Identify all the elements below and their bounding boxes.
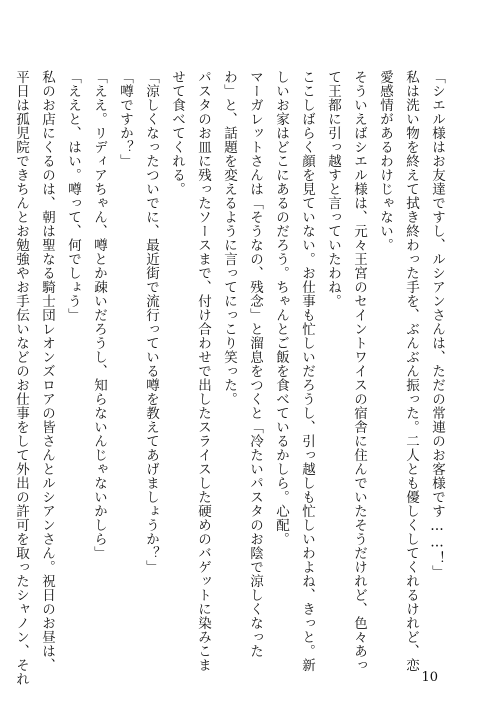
text-line: しいお家はどこにあるのだろう。ちゃんとご飯を食べているかしら。心配。 bbox=[273, 70, 289, 546]
text-line: 「ええ。リディアちゃん、噂とか疎いだろうし、知らないんじゃないかしら」 bbox=[91, 70, 107, 560]
text-line: 平日は孤児院できちんとお勉強やお手伝いなどのお仕事をして外出の許可を取ったシャノン、それ bbox=[13, 70, 29, 686]
text-line: マーガレットさんは「そうなの、残念」と溜息をつくと「冷たいパスタのお陰で涼しくなった bbox=[247, 70, 263, 658]
text-line: せて食べてくれる。 bbox=[169, 70, 185, 196]
text-line: 愛感情があるわけじゃない。 bbox=[377, 70, 393, 252]
text-line: わ」と、話題を変えるように言ってにっこり笑った。 bbox=[221, 70, 237, 406]
text-line: て王都に引っ越すと言っていたわね。 bbox=[325, 70, 341, 308]
text-line: 私のお店にくるのは、朝は聖なる騎士団レオンズロアの皆さんとルシアンさん。祝日のお昼は、 bbox=[39, 70, 55, 672]
page-number: 10 bbox=[421, 670, 438, 685]
text-line: ここしばらく顔を見ていない。お仕事も忙しいだろうし、引っ越しも忙しいわよね、きっと。新 bbox=[299, 70, 315, 672]
text-line: そういえばシエル様は、元々王宮のセイントワイスの宿舎に住んでいたそうだけれど、色々あっ bbox=[351, 70, 367, 672]
text-line: 「ええと、はい。噂って、何でしょう」 bbox=[65, 70, 81, 322]
text-line: 「シエル様はお友達ですし、ルシアンさんは、ただの常連のお客様です……！」 bbox=[429, 70, 445, 579]
text-line: パスタのお皿に残ったソースまで、付け合わせで出したスライスした硬めのバゲットに染みこま bbox=[195, 70, 211, 672]
text-line: 私は洗い物を終えて拭き終わった手を、ぶんぶん振った。二人とも優しくしてくれるけれど、恋 bbox=[403, 70, 419, 672]
text-line: 「涼しくなったついでに、最近街で流行っている噂を教えてあげましょうか？」 bbox=[143, 70, 159, 574]
text-line: 「噂ですか？」 bbox=[117, 70, 133, 168]
